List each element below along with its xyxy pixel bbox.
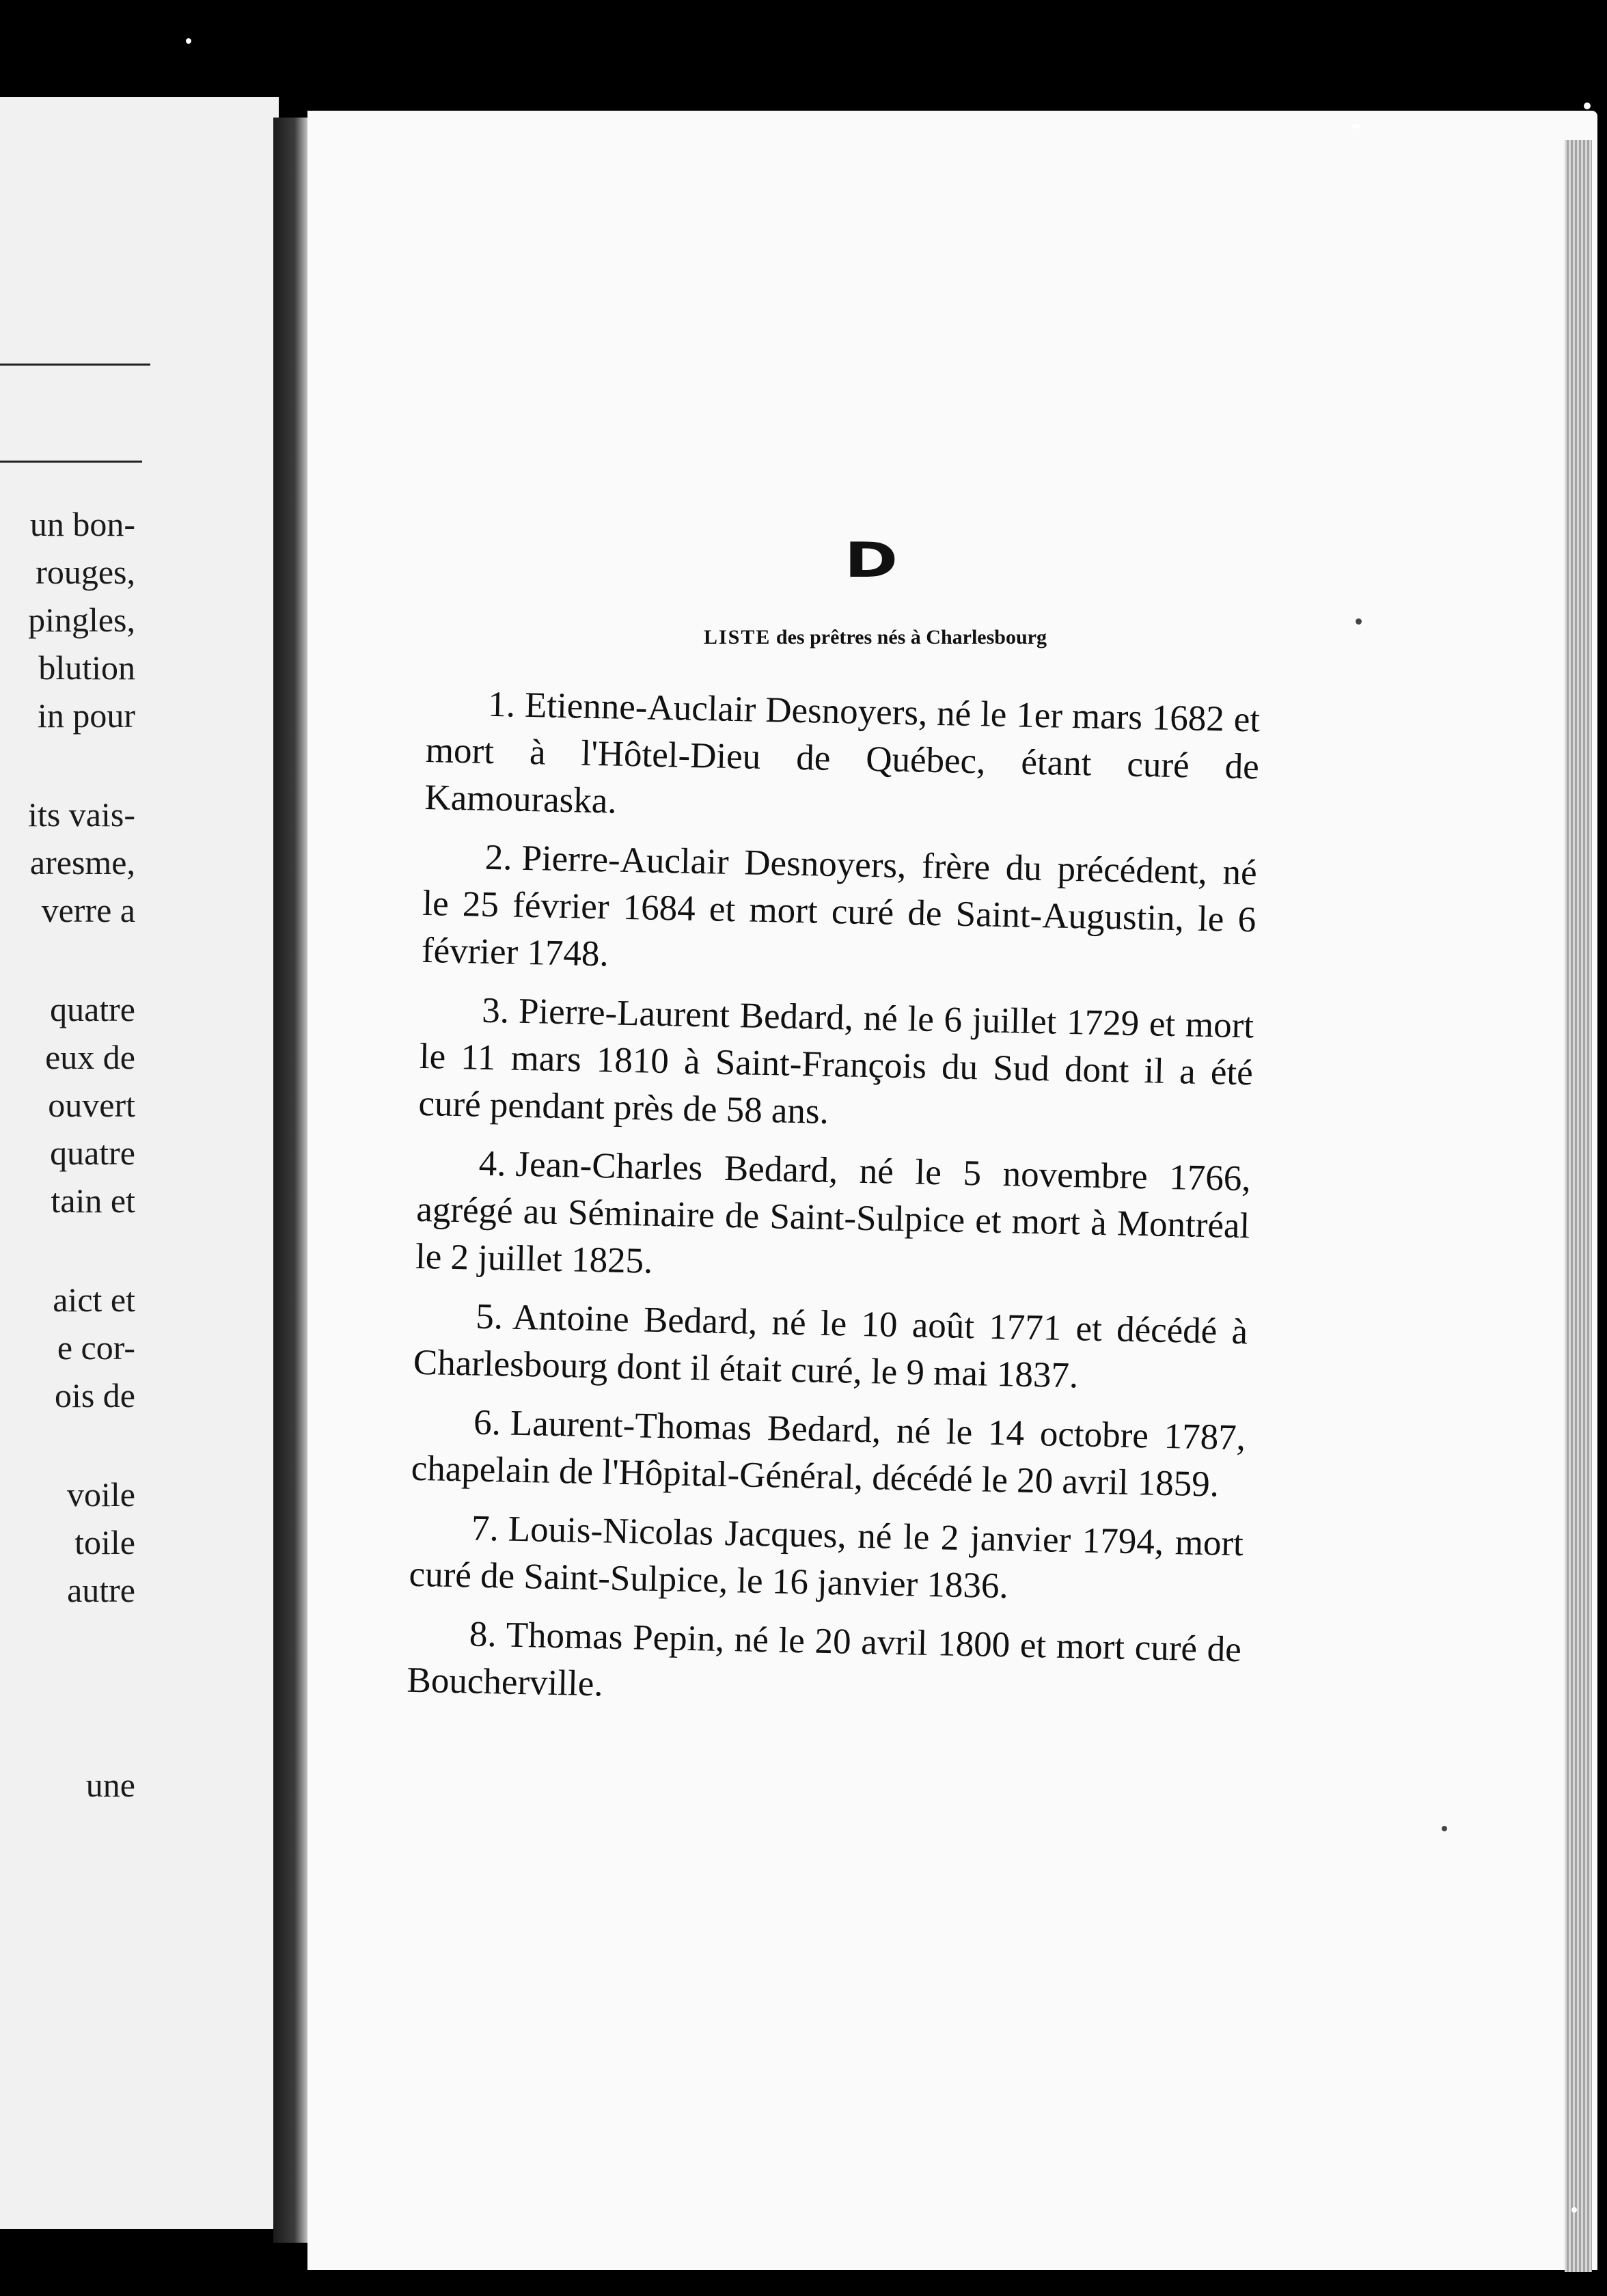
left-page-text-fragment: une (85, 1766, 135, 1804)
list-item (409, 1504, 1244, 1615)
left-page-text-fragment: quatre (50, 990, 135, 1028)
list-item-text: Etienne-Auclair Desnoyers, né le 1er mars 1682 et mort à l'Hôtel-Dieu de Québec, étant curé de Kamouraska. (424, 685, 1261, 821)
list-item-number: 3. (481, 990, 510, 1031)
scan-speck (1442, 1826, 1447, 1831)
list-item (424, 680, 1261, 838)
scan-speck (186, 38, 191, 44)
left-page-text-fragment: pingles, (28, 601, 135, 639)
list-item (421, 833, 1257, 991)
left-page-text-fragment: verre a (41, 891, 135, 929)
list-item (411, 1398, 1246, 1509)
left-page-text-fragment: its vais- (28, 795, 135, 834)
list-item-text: Louis-Nicolas Jacques, né le 2 janvier 1794, mort curé de Saint-Sulpice, le 16 janvier 1836. (409, 1509, 1244, 1607)
scan-speck (1356, 618, 1362, 625)
scan-speck (1584, 102, 1591, 109)
scan-speck (1351, 124, 1360, 128)
list-item-number: 2. (484, 837, 513, 878)
list-title (612, 627, 1138, 648)
left-page-text-fragment: ois de (54, 1376, 135, 1414)
list-item-number: 8. (469, 1614, 497, 1655)
left-page-text-fragment: aict et (53, 1281, 135, 1319)
list-item-text: Antoine Bedard, né le 10 août 1771 et décédé à Charlesbourg dont il était curé, le 9 mai 1837. (413, 1297, 1248, 1396)
left-page-text-fragment: tain et (51, 1181, 135, 1220)
list-item (407, 1610, 1242, 1721)
scan-speck (1571, 2207, 1577, 2213)
list-item (415, 1139, 1251, 1297)
left-page (0, 97, 279, 2229)
left-page-text-fragment: aresme, (29, 843, 135, 882)
left-page-rule (0, 364, 150, 366)
list-item-text: Laurent-Thomas Bedard, né le 14 octobre 1787, chapelain de l'Hôpital-Général, décédé le 20 avril 1859. (411, 1403, 1246, 1505)
list-item-number: 1. (487, 684, 516, 725)
book-gutter (273, 118, 309, 2243)
list-item-number: 4. (478, 1143, 507, 1184)
left-page-text-fragment: in pour (37, 696, 135, 735)
page-edge (1565, 140, 1592, 2272)
left-page-text-fragment: toile (74, 1523, 135, 1561)
left-page-text-fragment: blution (38, 648, 135, 687)
left-page-text-fragment: autre (67, 1571, 135, 1609)
left-page-text-fragment: voile (67, 1475, 135, 1514)
list-item-number: 6. (473, 1402, 502, 1443)
list-item-text: Thomas Pepin, né le 20 avril 1800 et mort curé de Boucherville. (407, 1615, 1242, 1704)
appendix-letter: D (844, 532, 898, 588)
left-page-text-fragment: eux de (45, 1038, 135, 1076)
left-page-text-fragment: ouvert (48, 1086, 135, 1124)
left-page-rule (0, 461, 142, 463)
list-title-first-word: LISTE (704, 626, 771, 648)
list-item (418, 986, 1254, 1144)
left-page-text-fragment: quatre (50, 1134, 135, 1172)
list-item-number: 5. (475, 1296, 504, 1337)
list-title-rest: des prêtres nés à Charlesbourg (775, 626, 1047, 648)
list-item-number: 7. (471, 1508, 499, 1549)
left-page-text-fragment: un bon- (29, 505, 135, 543)
left-page-text-fragment: rouges, (36, 553, 135, 591)
list-item-text: Pierre-Auclair Desnoyers, frère du précédent, né le 25 février 1684 et mort curé de Saint-Augustin, le 6 février 1748. (421, 838, 1258, 974)
priest-list (407, 680, 1261, 1732)
left-page-text-fragment: e cor- (57, 1328, 135, 1367)
list-item (413, 1292, 1248, 1403)
list-item-text: Jean-Charles Bedard, né le 5 novembre 1766, agrégé au Séminaire de Saint-Sulpice et mort à Montréal le 2 juillet 1825. (415, 1144, 1252, 1281)
list-item-text: Pierre-Laurent Bedard, né le 6 juillet 1729 et mort le 11 mars 1810 à Saint-François du Sud dont il a été curé pendant près de 58 ans. (417, 991, 1254, 1132)
